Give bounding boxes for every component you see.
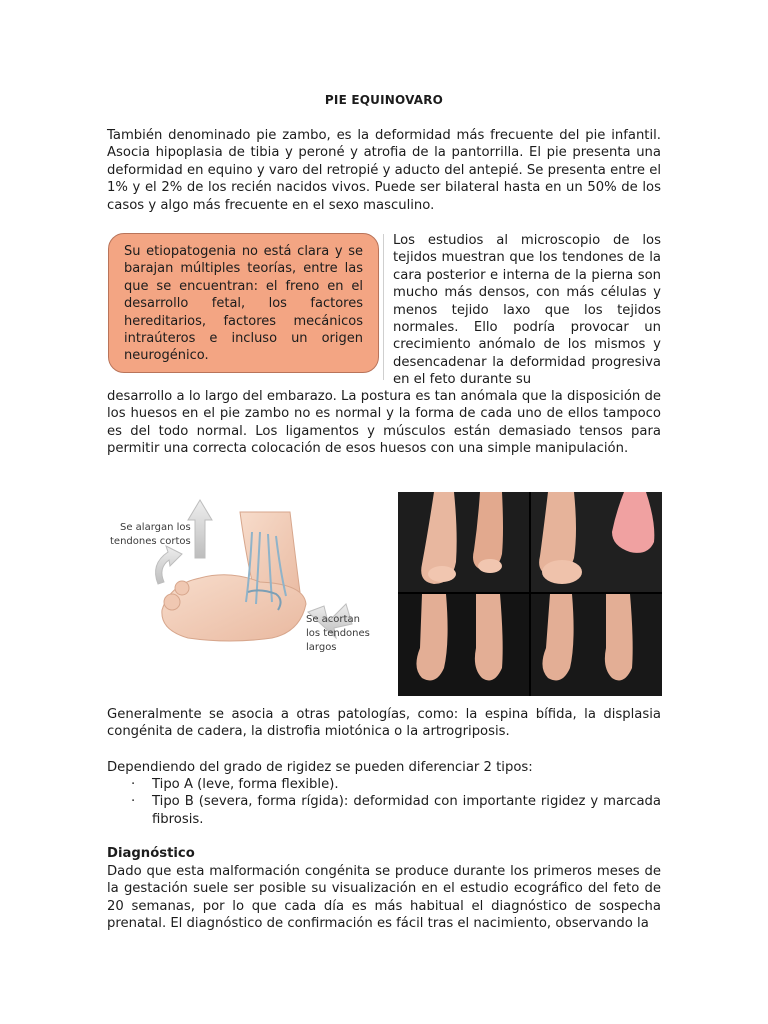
column-divider — [383, 234, 384, 380]
list-item-text: Tipo B (severa, forma rígida): deformidad con importante rigidez y marcada fibrosis. — [152, 794, 661, 827]
label-lengthen-line1: Se alargan los — [120, 522, 191, 533]
label-shorten-line1: Se acortan — [306, 614, 360, 625]
clubfoot-tendon-illustration — [100, 492, 390, 682]
clubfoot-photo-collage — [398, 492, 662, 696]
list-item — [128, 793, 661, 828]
microscope-paragraph: Los estudios al microscopio de los tejidos muestran que los tendones de la cara posterior e interna de la pierna son mucho más densos, con más células y menos tejido laxo que los tejidos normales. Ello podría provocar un crecimiento anómalo de los mismos y desencadenar la deformidad progresiva en el feto durante su — [393, 233, 661, 388]
rotate-arrow-icon — [156, 546, 182, 584]
etiology-callout-box — [108, 233, 379, 373]
callout-text: Su etiopatogenia no está clara y se barajan múltiples teorías, entre las que se encuentran: el freno en el desarrollo fetal, los factores hereditarios, factores mecánicos intraúteros e incluso un origen neurogénico. — [124, 244, 363, 364]
photo-top-right — [531, 492, 662, 592]
intro-paragraph: También denominado pie zambo, es la deformidad más frecuente del pie infantil. Asocia hipoplasia de tibia y peroné y atrofia de la pantorrilla. El pie presenta una deformidad en equino y varo del retropié y aducto del antepié. Se presenta entre el 1% y el 2% de los recién nacidos vivos. Puede ser bilateral hasta en un 50% de los casos y algo más frecuente en el sexo masculino. — [107, 128, 661, 213]
types-list — [128, 776, 661, 828]
diagnosis-paragraph: Dado que esta malformación congénita se produce durante los primeros meses de la gestación suele ser posible su visualización en el estudio ecográfico del feto de 20 semanas, por lo que cada día es más habitual el diagnóstico de sospecha prenatal. El diagnóstico de confirmación es fácil tras el nacimiento, observando la — [107, 864, 661, 932]
associated-pathologies-paragraph: Generalmente se asocia a otras patologías, como: la espina bífida, la displasia congénita de cadera, la distrofia miotónica o la artrogriposis. — [107, 707, 661, 740]
diagnosis-heading: Diagnóstico — [107, 846, 195, 861]
continuation-paragraph: desarrollo a lo largo del embarazo. La postura es tan anómala que la disposición de los huesos en el pie zambo no es normal y la forma de cada uno de ellos tampoco es del todo normal. Los ligamentos y músculos están demasiado tensos para permitir una correcta colocación de esos huesos con una simple manipulación. — [107, 389, 661, 457]
label-lengthen-line2: tendones cortos — [110, 536, 191, 547]
label-shorten-line2: los tendones — [306, 628, 370, 639]
photo-top-left — [398, 492, 529, 592]
photo-bottom-right — [531, 594, 662, 696]
photo-bottom-left — [398, 594, 529, 696]
list-item-text: Tipo A (leve, forma flexible). — [152, 777, 339, 792]
list-item — [128, 776, 661, 793]
types-intro-paragraph: Dependiendo del grado de rigidez se pueden diferenciar 2 tipos: — [107, 760, 533, 775]
label-shorten-line3: largos — [306, 642, 337, 653]
bullet-icon: · — [131, 777, 136, 792]
bullet-icon: · — [131, 794, 136, 810]
lengthen-arrow-icon — [188, 500, 212, 558]
page-title: PIE EQUINOVARO — [324, 93, 444, 107]
